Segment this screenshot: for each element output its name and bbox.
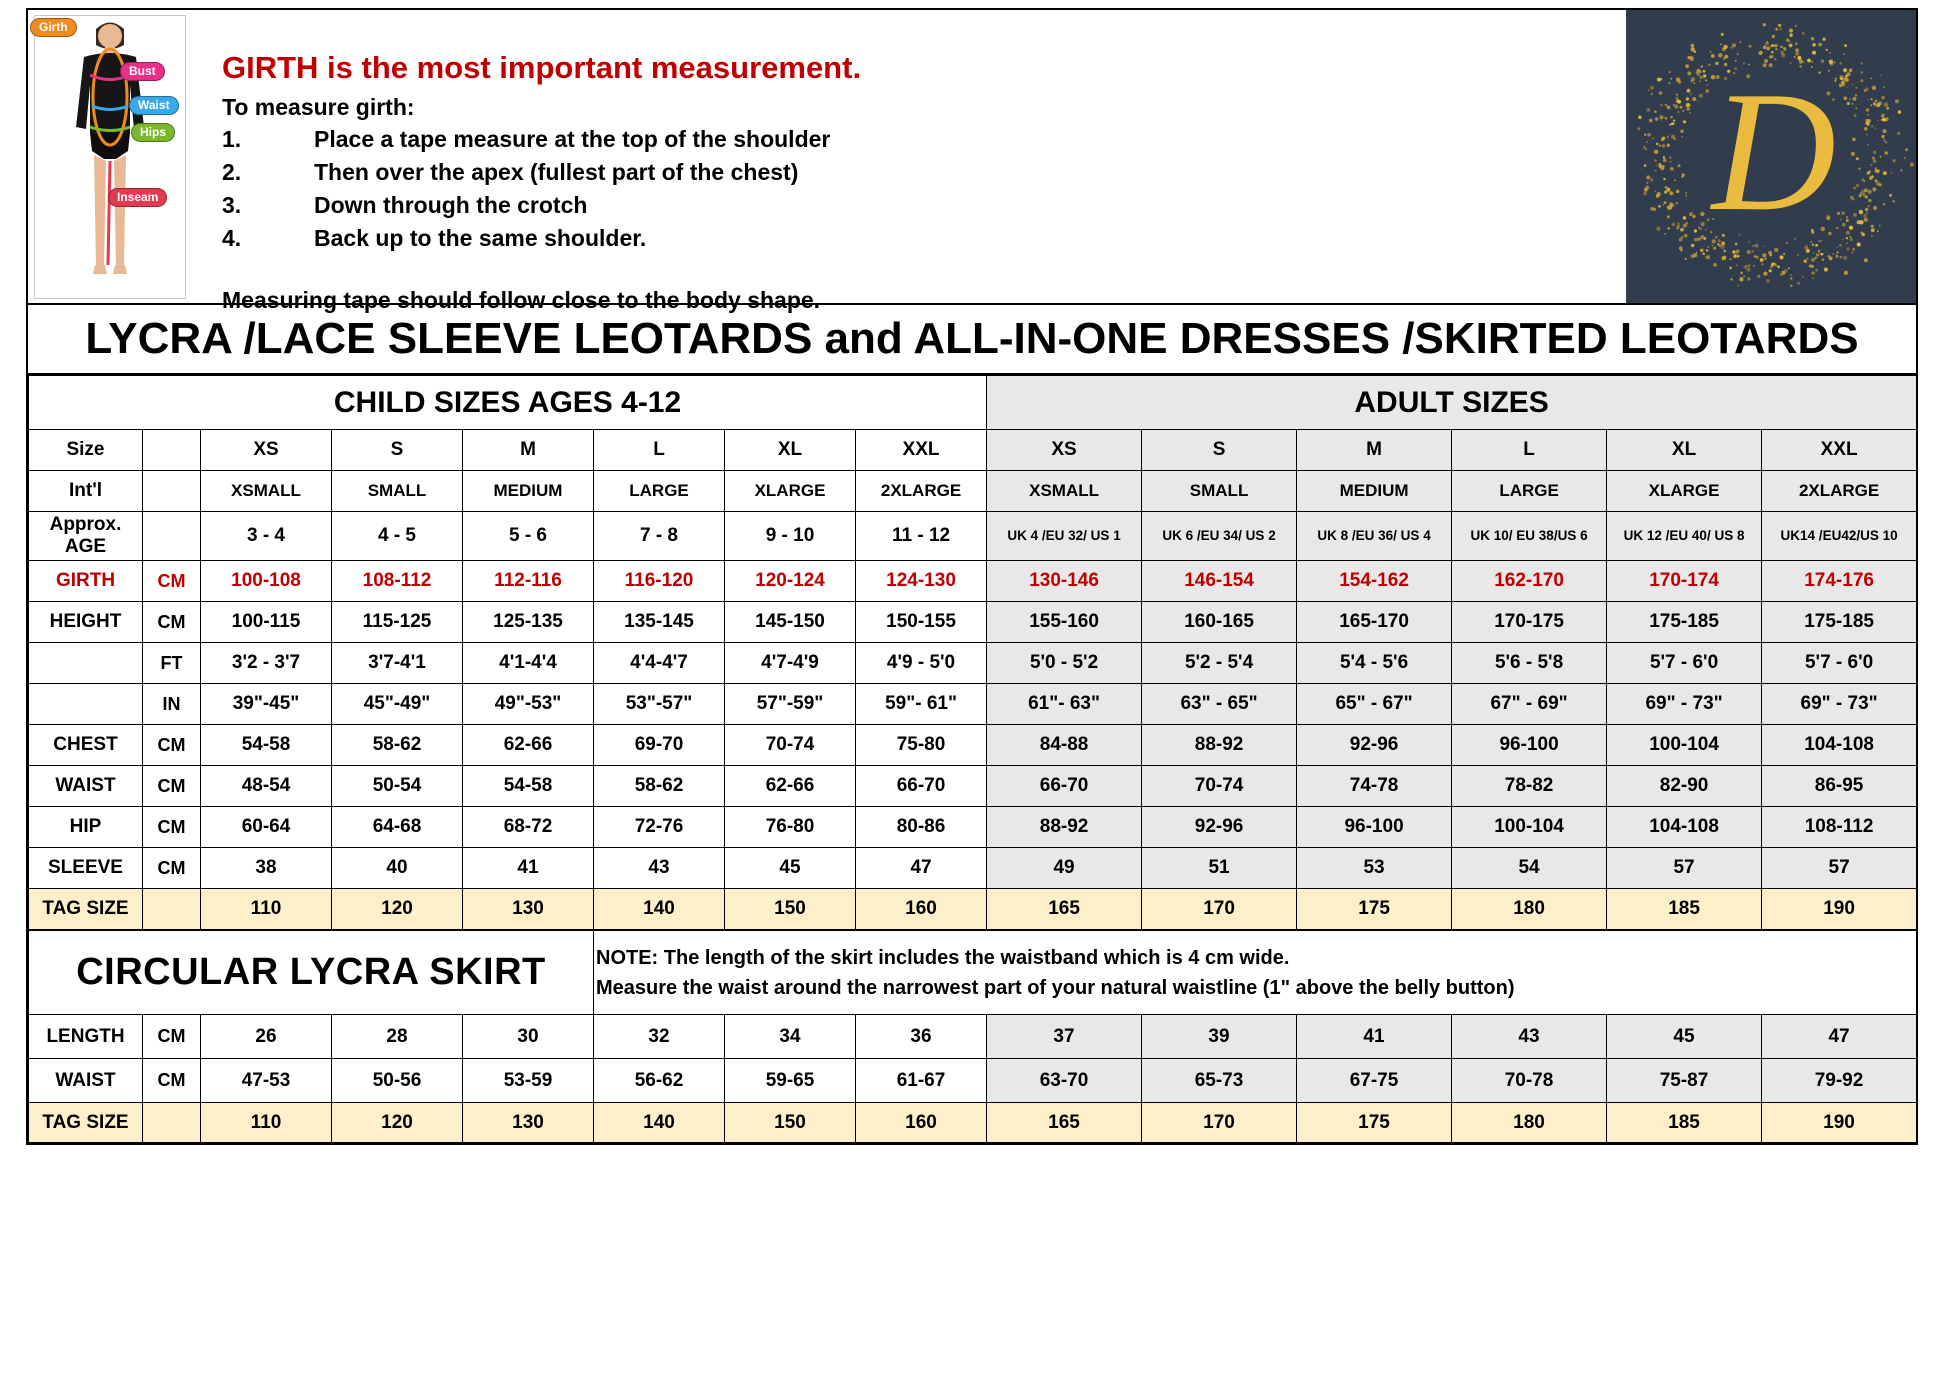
row-unit bbox=[143, 1103, 201, 1143]
cell: 190 bbox=[1762, 1103, 1917, 1143]
cell: 59"- 61" bbox=[856, 684, 987, 725]
cell: 100-104 bbox=[1452, 807, 1607, 848]
figure-label-hips: Hips bbox=[131, 123, 175, 142]
adult-sizes-header: ADULT SIZES bbox=[987, 376, 1917, 430]
cell: 54-58 bbox=[201, 725, 332, 766]
cell: 53 bbox=[1297, 848, 1452, 889]
cell: 58-62 bbox=[594, 766, 725, 807]
table-row-size bbox=[29, 430, 1917, 471]
cell: UK 12 /EU 40/ US 8 bbox=[1607, 512, 1762, 561]
cell: 175-185 bbox=[1607, 602, 1762, 643]
cell: 180 bbox=[1452, 1103, 1607, 1143]
cell: UK 4 /EU 32/ US 1 bbox=[987, 512, 1142, 561]
table-row-approx-age bbox=[29, 512, 1917, 561]
row-label bbox=[29, 643, 143, 684]
cell: 170 bbox=[1142, 889, 1297, 930]
table-row-sleeve bbox=[29, 848, 1917, 889]
cell: XS bbox=[201, 430, 332, 471]
cell: 75-80 bbox=[856, 725, 987, 766]
cell: 70-78 bbox=[1452, 1059, 1607, 1103]
cell: MEDIUM bbox=[463, 471, 594, 512]
cell: 54 bbox=[1452, 848, 1607, 889]
cell: 45 bbox=[725, 848, 856, 889]
table-row-int-l bbox=[29, 471, 1917, 512]
cell: 67-75 bbox=[1297, 1059, 1452, 1103]
cell: 160-165 bbox=[1142, 602, 1297, 643]
row-unit: IN bbox=[143, 684, 201, 725]
row-unit: CM bbox=[143, 561, 201, 602]
row-label bbox=[29, 684, 143, 725]
cell: 190 bbox=[1762, 889, 1917, 930]
cell: 61-67 bbox=[856, 1059, 987, 1103]
cell: 82-90 bbox=[1607, 766, 1762, 807]
cell: 38 bbox=[201, 848, 332, 889]
cell: 5'7 - 6'0 bbox=[1607, 643, 1762, 684]
cell: 57 bbox=[1607, 848, 1762, 889]
row-unit: CM bbox=[143, 848, 201, 889]
main-size-table bbox=[28, 375, 1917, 930]
cell: 112-116 bbox=[463, 561, 594, 602]
cell: 65" - 67" bbox=[1297, 684, 1452, 725]
cell: 75-87 bbox=[1607, 1059, 1762, 1103]
cell: 26 bbox=[201, 1015, 332, 1059]
figure-label-girth: Girth bbox=[30, 18, 77, 37]
brand-logo bbox=[1626, 10, 1916, 303]
row-unit: FT bbox=[143, 643, 201, 684]
cell: 5'7 - 6'0 bbox=[1762, 643, 1917, 684]
cell: 41 bbox=[463, 848, 594, 889]
row-unit: CM bbox=[143, 807, 201, 848]
cell: 53"-57" bbox=[594, 684, 725, 725]
cell: 5'4 - 5'6 bbox=[1297, 643, 1452, 684]
cell: 53-59 bbox=[463, 1059, 594, 1103]
cell: XSMALL bbox=[201, 471, 332, 512]
cell: 150 bbox=[725, 1103, 856, 1143]
row-label: WAIST bbox=[29, 766, 143, 807]
cell: S bbox=[332, 430, 463, 471]
cell: 9 - 10 bbox=[725, 512, 856, 561]
table-row-height bbox=[29, 602, 1917, 643]
cell: 4 - 5 bbox=[332, 512, 463, 561]
row-unit: CM bbox=[143, 725, 201, 766]
cell: 165 bbox=[987, 1103, 1142, 1143]
cell: 43 bbox=[594, 848, 725, 889]
cell: 150 bbox=[725, 889, 856, 930]
cell: 45 bbox=[1607, 1015, 1762, 1059]
row-unit: CM bbox=[143, 766, 201, 807]
row-unit bbox=[143, 430, 201, 471]
cell: XXL bbox=[1762, 430, 1917, 471]
cell: 76-80 bbox=[725, 807, 856, 848]
cell: 11 - 12 bbox=[856, 512, 987, 561]
cell: 68-72 bbox=[463, 807, 594, 848]
step-text: Place a tape measure at the top of the shoulder bbox=[314, 126, 831, 152]
cell: 70-74 bbox=[725, 725, 856, 766]
cell: 125-135 bbox=[463, 602, 594, 643]
cell: 78-82 bbox=[1452, 766, 1607, 807]
cell: 4'1-4'4 bbox=[463, 643, 594, 684]
cell: 50-54 bbox=[332, 766, 463, 807]
cell: 140 bbox=[594, 1103, 725, 1143]
table-row-chest bbox=[29, 725, 1917, 766]
cell: 62-66 bbox=[463, 725, 594, 766]
cell: 50-56 bbox=[332, 1059, 463, 1103]
row-label: SLEEVE bbox=[29, 848, 143, 889]
cell: 69" - 73" bbox=[1607, 684, 1762, 725]
cell: UK 6 /EU 34/ US 2 bbox=[1142, 512, 1297, 561]
skirt-header-row bbox=[29, 931, 1917, 1015]
cell: 100-115 bbox=[201, 602, 332, 643]
cell: 160 bbox=[856, 889, 987, 930]
cell: 58-62 bbox=[332, 725, 463, 766]
cell: 63-70 bbox=[987, 1059, 1142, 1103]
row-label: TAG SIZE bbox=[29, 1103, 143, 1143]
cell: XLARGE bbox=[1607, 471, 1762, 512]
cell: 4'4-4'7 bbox=[594, 643, 725, 684]
row-unit: CM bbox=[143, 1059, 201, 1103]
cell: 3 - 4 bbox=[201, 512, 332, 561]
cell: 7 - 8 bbox=[594, 512, 725, 561]
cell: 80-86 bbox=[856, 807, 987, 848]
cell: 108-112 bbox=[1762, 807, 1917, 848]
cell: 140 bbox=[594, 889, 725, 930]
measurement-figure bbox=[28, 10, 196, 303]
cell: UK 10/ EU 38/US 6 bbox=[1452, 512, 1607, 561]
row-unit bbox=[143, 512, 201, 561]
cell: 130 bbox=[463, 889, 594, 930]
cell: 88-92 bbox=[987, 807, 1142, 848]
girth-instructions bbox=[196, 10, 1626, 313]
cell: 45"-49" bbox=[332, 684, 463, 725]
cell: UK 8 /EU 36/ US 4 bbox=[1297, 512, 1452, 561]
cell: 43 bbox=[1452, 1015, 1607, 1059]
cell: XL bbox=[725, 430, 856, 471]
cell: 57 bbox=[1762, 848, 1917, 889]
cell: 150-155 bbox=[856, 602, 987, 643]
cell: 130-146 bbox=[987, 561, 1142, 602]
table-row-tag-size bbox=[29, 889, 1917, 930]
cell: 70-74 bbox=[1142, 766, 1297, 807]
cell: SMALL bbox=[1142, 471, 1297, 512]
step-text: Back up to the same shoulder. bbox=[314, 225, 647, 251]
girth-step-2 bbox=[222, 156, 1616, 189]
cell: 115-125 bbox=[332, 602, 463, 643]
cell: 36 bbox=[856, 1015, 987, 1059]
cell: 59-65 bbox=[725, 1059, 856, 1103]
cell: 49"-53" bbox=[463, 684, 594, 725]
cell: 5'2 - 5'4 bbox=[1142, 643, 1297, 684]
cell: 4'7-4'9 bbox=[725, 643, 856, 684]
cell: L bbox=[594, 430, 725, 471]
row-label: TAG SIZE bbox=[29, 889, 143, 930]
cell: 84-88 bbox=[987, 725, 1142, 766]
step-text: Down through the crotch bbox=[314, 192, 588, 218]
cell: 34 bbox=[725, 1015, 856, 1059]
row-label: WAIST bbox=[29, 1059, 143, 1103]
row-unit bbox=[143, 471, 201, 512]
cell: 100-108 bbox=[201, 561, 332, 602]
skirt-note bbox=[594, 931, 1917, 1015]
skirt-section-title: CIRCULAR LYCRA SKIRT bbox=[29, 931, 594, 1015]
logo-image bbox=[1628, 13, 1915, 300]
cell: 110 bbox=[201, 889, 332, 930]
figure-label-waist: Waist bbox=[129, 96, 179, 115]
cell: 5'6 - 5'8 bbox=[1452, 643, 1607, 684]
cell: 41 bbox=[1297, 1015, 1452, 1059]
girth-intro: To measure girth: bbox=[222, 94, 415, 120]
row-label: HEIGHT bbox=[29, 602, 143, 643]
cell: XSMALL bbox=[987, 471, 1142, 512]
table-row-length bbox=[29, 1015, 1917, 1059]
table-row-waist bbox=[29, 1059, 1917, 1103]
cell: 37 bbox=[987, 1015, 1142, 1059]
cell: 88-92 bbox=[1142, 725, 1297, 766]
row-label: Approx. AGE bbox=[29, 512, 143, 561]
step-number: 1. bbox=[222, 126, 242, 152]
cell: 175 bbox=[1297, 889, 1452, 930]
skirt-note-line-2: Measure the waist around the narrowest part of your natural waistline (1" above the belly button) bbox=[596, 976, 1515, 999]
cell: LARGE bbox=[1452, 471, 1607, 512]
cell: 67" - 69" bbox=[1452, 684, 1607, 725]
cell: 162-170 bbox=[1452, 561, 1607, 602]
cell: 28 bbox=[332, 1015, 463, 1059]
row-label: HIP bbox=[29, 807, 143, 848]
cell: 100-104 bbox=[1607, 725, 1762, 766]
step-number: 2. bbox=[222, 159, 242, 185]
cell: 47-53 bbox=[201, 1059, 332, 1103]
step-text: Then over the apex (fullest part of the chest) bbox=[314, 159, 799, 185]
skirt-size-table bbox=[28, 930, 1917, 1143]
cell: M bbox=[463, 430, 594, 471]
cell: 64-68 bbox=[332, 807, 463, 848]
cell: 2XLARGE bbox=[856, 471, 987, 512]
cell: 175 bbox=[1297, 1103, 1452, 1143]
cell: 86-95 bbox=[1762, 766, 1917, 807]
cell: 92-96 bbox=[1297, 725, 1452, 766]
cell: 165 bbox=[987, 889, 1142, 930]
cell: 154-162 bbox=[1297, 561, 1452, 602]
cell: 160 bbox=[856, 1103, 987, 1143]
cell: 155-160 bbox=[987, 602, 1142, 643]
cell: 185 bbox=[1607, 889, 1762, 930]
cell: SMALL bbox=[332, 471, 463, 512]
cell: LARGE bbox=[594, 471, 725, 512]
table-row-tag-size bbox=[29, 1103, 1917, 1143]
step-number: 4. bbox=[222, 225, 242, 251]
cell: 124-130 bbox=[856, 561, 987, 602]
figure-label-pills bbox=[28, 10, 196, 303]
cell: 120 bbox=[332, 1103, 463, 1143]
row-unit: CM bbox=[143, 602, 201, 643]
skirt-note-line-1: NOTE: The length of the skirt includes the waistband which is 4 cm wide. bbox=[596, 946, 1290, 969]
cell: 51 bbox=[1142, 848, 1297, 889]
figure-label-inseam: Inseam bbox=[108, 188, 167, 207]
cell: 47 bbox=[856, 848, 987, 889]
row-label: CHEST bbox=[29, 725, 143, 766]
cell: 120 bbox=[332, 889, 463, 930]
cell: 130 bbox=[463, 1103, 594, 1143]
cell: MEDIUM bbox=[1297, 471, 1452, 512]
cell: 47 bbox=[1762, 1015, 1917, 1059]
cell: 104-108 bbox=[1607, 807, 1762, 848]
cell: 60-64 bbox=[201, 807, 332, 848]
cell: 30 bbox=[463, 1015, 594, 1059]
cell: M bbox=[1297, 430, 1452, 471]
row-label: Int'l bbox=[29, 471, 143, 512]
measuring-guide-section bbox=[28, 10, 1916, 313]
cell: 61"- 63" bbox=[987, 684, 1142, 725]
cell: 145-150 bbox=[725, 602, 856, 643]
cell: 170-175 bbox=[1452, 602, 1607, 643]
cell: 3'2 - 3'7 bbox=[201, 643, 332, 684]
cell: 69" - 73" bbox=[1762, 684, 1917, 725]
cell: 74-78 bbox=[1297, 766, 1452, 807]
cell: 49 bbox=[987, 848, 1142, 889]
cell: 2XLARGE bbox=[1762, 471, 1917, 512]
cell: 180 bbox=[1452, 889, 1607, 930]
cell: 185 bbox=[1607, 1103, 1762, 1143]
girth-heading: GIRTH is the most important measurement. bbox=[222, 50, 862, 85]
cell: 65-73 bbox=[1142, 1059, 1297, 1103]
cell: 5'0 - 5'2 bbox=[987, 643, 1142, 684]
cell: 170 bbox=[1142, 1103, 1297, 1143]
cell: XLARGE bbox=[725, 471, 856, 512]
chart-title: LYCRA /LACE SLEEVE LEOTARDS and ALL-IN-ONE DRESSES /SKIRTED LEOTARDS bbox=[28, 305, 1916, 375]
size-chart-sheet bbox=[26, 8, 1918, 1145]
tape-note: Measuring tape should follow close to the body shape. bbox=[222, 287, 821, 313]
cell: 69-70 bbox=[594, 725, 725, 766]
row-unit bbox=[143, 889, 201, 930]
cell: 146-154 bbox=[1142, 561, 1297, 602]
cell: 116-120 bbox=[594, 561, 725, 602]
table-row-hip bbox=[29, 807, 1917, 848]
cell: UK14 /EU42/US 10 bbox=[1762, 512, 1917, 561]
cell: 40 bbox=[332, 848, 463, 889]
child-sizes-header: CHILD SIZES AGES 4-12 bbox=[29, 376, 987, 430]
girth-step-1 bbox=[222, 123, 1616, 156]
cell: 108-112 bbox=[332, 561, 463, 602]
cell: 66-70 bbox=[987, 766, 1142, 807]
cell: 32 bbox=[594, 1015, 725, 1059]
cell: XL bbox=[1607, 430, 1762, 471]
cell: XS bbox=[987, 430, 1142, 471]
table-row-girth bbox=[29, 561, 1917, 602]
cell: 92-96 bbox=[1142, 807, 1297, 848]
cell: 104-108 bbox=[1762, 725, 1917, 766]
row-label: GIRTH bbox=[29, 561, 143, 602]
cell: 66-70 bbox=[856, 766, 987, 807]
table-row-in bbox=[29, 684, 1917, 725]
row-label: Size bbox=[29, 430, 143, 471]
logo-letter: D bbox=[1711, 57, 1836, 247]
cell: L bbox=[1452, 430, 1607, 471]
cell: S bbox=[1142, 430, 1297, 471]
cell: 170-174 bbox=[1607, 561, 1762, 602]
cell: 56-62 bbox=[594, 1059, 725, 1103]
cell: 72-76 bbox=[594, 807, 725, 848]
cell: 120-124 bbox=[725, 561, 856, 602]
cell: 110 bbox=[201, 1103, 332, 1143]
girth-step-4 bbox=[222, 222, 1616, 255]
cell: 174-176 bbox=[1762, 561, 1917, 602]
figure-label-bust: Bust bbox=[120, 62, 165, 81]
cell: 96-100 bbox=[1452, 725, 1607, 766]
cell: 63" - 65" bbox=[1142, 684, 1297, 725]
cell: 135-145 bbox=[594, 602, 725, 643]
cell: 5 - 6 bbox=[463, 512, 594, 561]
cell: 48-54 bbox=[201, 766, 332, 807]
row-label: LENGTH bbox=[29, 1015, 143, 1059]
table-row-waist bbox=[29, 766, 1917, 807]
cell: 96-100 bbox=[1297, 807, 1452, 848]
cell: 3'7-4'1 bbox=[332, 643, 463, 684]
row-unit: CM bbox=[143, 1015, 201, 1059]
cell: XXL bbox=[856, 430, 987, 471]
cell: 57"-59" bbox=[725, 684, 856, 725]
step-number: 3. bbox=[222, 192, 242, 218]
cell: 62-66 bbox=[725, 766, 856, 807]
girth-steps bbox=[222, 123, 1616, 255]
cell: 54-58 bbox=[463, 766, 594, 807]
cell: 39 bbox=[1142, 1015, 1297, 1059]
cell: 165-170 bbox=[1297, 602, 1452, 643]
girth-step-3 bbox=[222, 189, 1616, 222]
cell: 79-92 bbox=[1762, 1059, 1917, 1103]
cell: 4'9 - 5'0 bbox=[856, 643, 987, 684]
table-row-ft bbox=[29, 643, 1917, 684]
cell: 39"-45" bbox=[201, 684, 332, 725]
cell: 175-185 bbox=[1762, 602, 1917, 643]
group-header-row bbox=[29, 376, 1917, 430]
